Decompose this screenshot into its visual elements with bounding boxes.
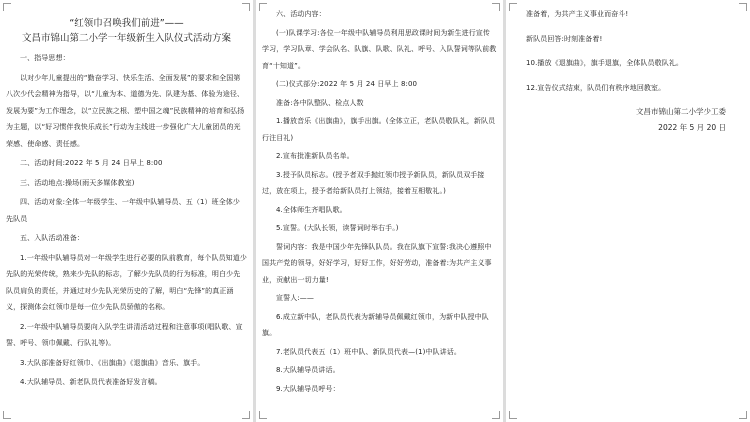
oath-text: 誓词内容：我是中国少年先锋队队员。我在队旗下宣誓:我决心遵照中国共产党的领导，好好学习，好好工作，好好劳动，准备着:为共产主义事业，贡献出一切力量! — [262, 242, 492, 284]
page-3 — [506, 0, 750, 422]
ceremony-step-9: 9.大队辅导员呼号： — [276, 384, 340, 393]
call-response-line: 准备着，为共产主义事业而奋斗! — [526, 10, 629, 18]
ceremony-step-10: 10.播放《退旗曲》，旗手退旗，全体队员敬队礼。 — [526, 59, 684, 67]
crop-mark — [492, 3, 500, 11]
ceremony-step-7: 7.老队员代表五（1）班中队、新队员代表—(1)中队讲话。 — [276, 347, 461, 356]
ceremony-preparation: 准备:各中队整队、检点人数 — [276, 98, 364, 107]
crop-mark — [739, 411, 747, 419]
crop-mark — [509, 411, 517, 419]
crop-mark — [259, 3, 267, 11]
ceremony-step-6: 6.成立新中队，老队员代表为新辅导员佩戴红领巾，为新中队授中队旗。 — [262, 312, 489, 337]
section-content-heading: 六、活动内容： — [276, 10, 326, 18]
activity-time: 二、活动时间:2022 年 5 月 24 日早上 8:00 — [20, 159, 163, 167]
preparation-item-2: 2.一年级中队辅导员要向入队学生讲清活动过程和注意事项(唱队歌、宣誓、呼号、领巾佩戴、行队礼等)。 — [6, 322, 243, 347]
page-1 — [0, 0, 253, 422]
ceremony-step-1: 1.播放音乐《出旗曲》，旗手出旗。(全体立正，老队员敬队礼，新队员行注目礼) — [262, 117, 496, 142]
new-member-answer: 新队员回答:时刻准备着! — [526, 34, 603, 43]
section-preparation-heading: 五、入队活动准备： — [20, 234, 84, 242]
document-title-line-2: 文昌市锦山第二小学一年级新生入队仪式活动方案 — [21, 33, 231, 44]
crop-mark — [242, 411, 250, 419]
signature-organization: 文昌市锦山第二小学少工委 — [636, 107, 726, 116]
signature-date: 2022 年 5 月 20 日 — [658, 123, 726, 132]
ceremony-step-4: 4.全体师生齐唱队歌。 — [276, 205, 347, 214]
activity-location: 三、活动地点:操场(雨天多媒体教室) — [20, 178, 135, 187]
section-guiding-heading: 一、指导思想： — [20, 54, 70, 62]
crop-mark — [509, 3, 517, 11]
ceremony-step-3: 3.授予队员标志。(授予者双手抛红领巾授予新队员，新队员双手接过，放在项上，授予者给新队员打上领结，接着互相敬礼。) — [262, 170, 485, 195]
oath-signer: 宣誓人:—— — [276, 294, 314, 302]
page-2 — [256, 0, 503, 422]
crop-mark — [259, 411, 267, 419]
crop-mark — [242, 3, 250, 11]
preparation-item-4: 4.大队辅导员、新老队员代表准备好发言稿。 — [20, 378, 162, 386]
guiding-thought-paragraph: 以对少年儿童提出的“勤奋学习、快乐生活、全面发展”的要求和全国第八次少代会精神为指导，以“儿童为本、道德为先、队建为基、体验为途径、发展为要”为工作理念，以“立民族之根、塑中国之魂”民族精神的培育和弘扬为主题，以“好习惯伴我快乐成长”行动为主线进一步强化广大儿童团员的光荣感、使命感、责任感。 — [6, 73, 245, 148]
crop-mark — [3, 3, 11, 11]
document-title-line-1: “红领巾召唤我们前进”—— — [69, 18, 184, 29]
crop-mark — [492, 411, 500, 419]
activity-participants: 四、活动对象:全体一年级学生、一年级中队辅导员、五（1）班全体少先队员 — [6, 198, 241, 223]
team-lesson-study: (一)队课学习:各位一年级中队辅导员利用思政课时间为新生进行宣传学习，学习队章、学会队名、队旗、队歌、队礼、呼号、入队誓词等队前教育“十知道”。 — [262, 28, 497, 70]
preparation-item-1: 1.一年级中队辅导员对一年级学生进行必要的队前教育，每个队员知道少先队的光荣传统，熟来少先队的标志，了解少先队员的行为标准，明白少先队员肩负的责任，并通过对少先队光荣历史的了解，明白“先锋”的真正涵义，探测体会红领巾是每一位少先队员骄傲的名称。 — [6, 253, 247, 311]
ceremony-step-8: 8.大队辅导员讲话。 — [276, 366, 340, 374]
crop-mark — [739, 3, 747, 11]
crop-mark — [3, 411, 11, 419]
ceremony-step-12: 12.宣告仪式结束，队员们有秩序地回教室。 — [526, 83, 666, 92]
preparation-item-3: 3.大队部准备好红领巾、《出旗曲》《退旗曲》音乐、旗手。 — [20, 358, 205, 367]
ceremony-step-5: 5.宣誓。(大队长领，读誓词时举右手。) — [276, 224, 399, 232]
ceremony-time: (二)仪式部分:2022 年 5 月 24 日早上 8:00 — [276, 80, 418, 88]
ceremony-step-2: 2.宣布批准新队员名单。 — [276, 152, 354, 160]
